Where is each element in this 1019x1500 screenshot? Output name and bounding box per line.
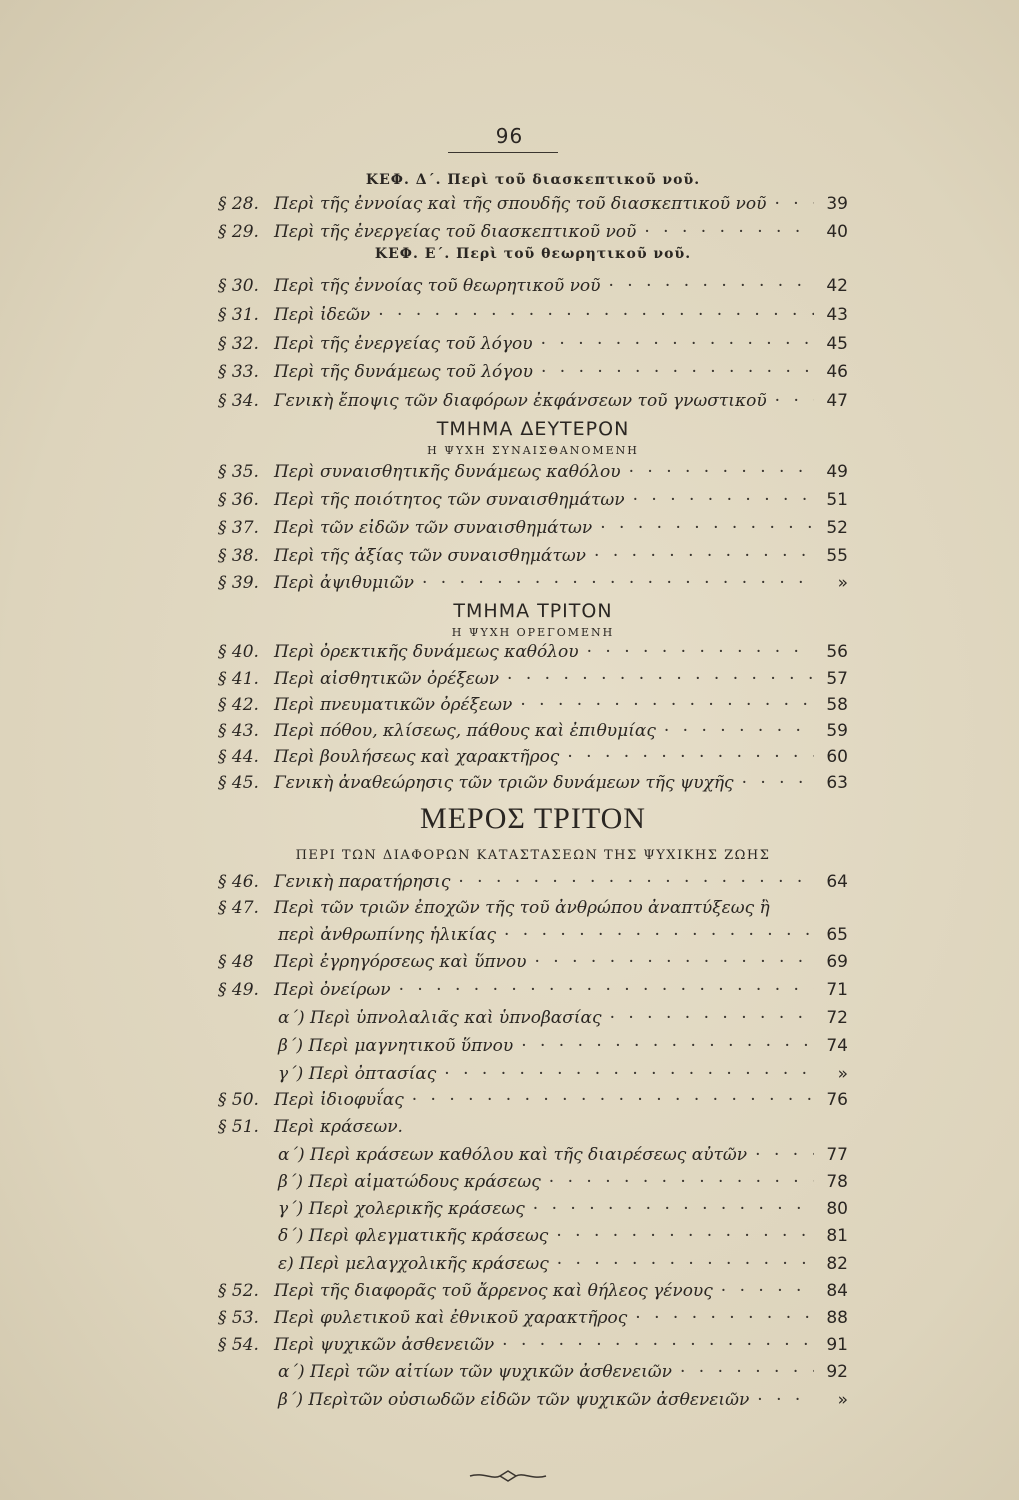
toc-entry: § 40. Περὶ ὀρεκτικῆς δυνάμεως καθόλου · · · 56 — [218, 642, 848, 668]
toc-entry: § 34. Γενικὴ ἔποψις τῶν διαφόρων ἐκφάνσεων τοῦ γνωστικοῦ · · · 47 — [218, 391, 848, 417]
toc-entry: § 41. Περὶ αἰσθητικῶν ὀρέξεων · · · 57 — [218, 669, 848, 695]
toc-entry: § 50. Περὶ ἰδιοφυΐας · · · 76 — [218, 1090, 848, 1116]
toc-entry: § 29. Περὶ τῆς ἐνεργείας τοῦ διασκεπτικοῦ νοῦ · · · 40 — [218, 222, 848, 248]
page-number: 96 — [495, 124, 524, 148]
toc-entry: § 32. Περὶ τῆς ἐνεργείας τοῦ λόγου · · · 45 — [218, 334, 848, 360]
section-subtitle-g: Η ΨΥΧΗ ΟΡΕΓΟΜΕΝΗ — [451, 626, 615, 639]
part-title: ΜΕΡΟΣ ΤΡΙΤΟΝ — [420, 802, 646, 835]
toc-entry: § 43. Περὶ πόθου, κλίσεως, πάθους καὶ ἐπιθυμίας · · · 59 — [218, 721, 848, 747]
toc-entry: § 47. Περὶ τῶν τριῶν ἐποχῶν τῆς τοῦ ἀνθρώπου ἀναπτύξεως ἢ — [218, 898, 770, 918]
toc-entry: § 36. Περὶ τῆς ποιότητος τῶν συναισθημάτων · · · 51 — [218, 490, 848, 516]
toc-entry: α΄) Περὶ τῶν αἰτίων τῶν ψυχικῶν ἀσθενειῶν · · · 92 — [218, 1362, 848, 1388]
toc-entry: § 42. Περὶ πνευματικῶν ὀρέξεων · · · 58 — [218, 695, 848, 721]
toc-entry: β΄) Περὶτῶν οὐσιωδῶν εἰδῶν τῶν ψυχικῶν ἀσθενειῶν · · · » — [218, 1390, 848, 1416]
chapter-heading-d: ΚΕΦ. Δ΄. Περὶ τοῦ διασκεπτικοῦ νοῦ. — [365, 172, 701, 188]
toc-entry: § 33. Περὶ τῆς δυνάμεως τοῦ λόγου · · · 46 — [218, 362, 848, 388]
toc-entry: § 53. Περὶ φυλετικοῦ καὶ ἐθνικοῦ χαρακτῆρος · · · 88 — [218, 1308, 848, 1334]
toc-entry: § 48 Περὶ ἐγρηγόρσεως καὶ ὕπνου · · · 69 — [218, 952, 848, 978]
chapter-heading-e: ΚΕΦ. Ε΄. Περὶ τοῦ θεωρητικοῦ νοῦ. — [374, 246, 692, 262]
toc-entry: § 38. Περὶ τῆς ἀξίας τῶν συναισθημάτων · · · 55 — [218, 546, 848, 572]
end-ornament-icon — [468, 1470, 548, 1482]
toc-entry: α΄) Περὶ ὑπνολαλιᾶς καὶ ὑπνοβασίας · · · 72 — [218, 1008, 848, 1034]
toc-entry: § 30. Περὶ τῆς ἐννοίας τοῦ θεωρητικοῦ νοῦ · · · 42 — [218, 276, 848, 302]
toc-entry: § 52. Περὶ τῆς διαφορᾶς τοῦ ἄρρενος καὶ θήλεος γένους · · · 84 — [218, 1281, 848, 1307]
toc-entry: § 35. Περὶ συναισθητικῆς δυνάμεως καθόλου · · · 49 — [218, 462, 848, 488]
toc-entry: § 54. Περὶ ψυχικῶν ἀσθενειῶν · · · 91 — [218, 1335, 848, 1361]
toc-entry: § 31. Περὶ ἰδεῶν · · · 43 — [218, 305, 848, 331]
toc-entry: γ΄) Περὶ χολερικῆς κράσεως · · · 80 — [218, 1199, 848, 1225]
toc-entry: § 37. Περὶ τῶν εἰδῶν τῶν συναισθημάτων · · · 52 — [218, 518, 848, 544]
toc-entry: περὶ ἀνθρωπίνης ἡλικίας · · · 65 — [218, 925, 848, 951]
section-subtitle-b: Η ΨΥΧΗ ΣΥΝΑΙΣΘΑΝΟΜΕΝΗ — [427, 444, 639, 457]
toc-entry: ε) Περὶ μελαγχολικῆς κράσεως · · · 82 — [218, 1254, 848, 1280]
toc-entry: § 44. Περὶ βουλήσεως καὶ χαρακτῆρος · · · 60 — [218, 747, 848, 773]
toc-entry: β΄) Περὶ μαγνητικοῦ ὕπνου · · · 74 — [218, 1036, 848, 1062]
toc-entry: § 51. Περὶ κράσεων. — [218, 1117, 403, 1137]
toc-entry: § 28. Περὶ τῆς ἐννοίας καὶ τῆς σπουδῆς τοῦ διασκεπτικοῦ νοῦ · · · 39 — [218, 194, 848, 220]
toc-entry: γ΄) Περὶ ὀπτασίας · · · » — [218, 1064, 848, 1090]
toc-entry: § 45. Γενικὴ ἀναθεώρησις τῶν τριῶν δυνάμεων τῆς ψυχῆς · · · 63 — [218, 773, 848, 799]
toc-entry: β΄) Περὶ αἱματώδους κράσεως · · · 78 — [218, 1172, 848, 1198]
toc-entry: § 46. Γενικὴ παρατήρησις · · · 64 — [218, 872, 848, 898]
toc-entry: α΄) Περὶ κράσεων καθόλου καὶ τῆς διαιρέσεως αὐτῶν · · · 77 — [218, 1145, 848, 1171]
section-title-b: ΤΜΗΜΑ ΔΕΥΤΕΡΟΝ — [436, 418, 630, 440]
toc-entry: § 39. Περὶ ἀψιθυμιῶν · · · » — [218, 573, 848, 599]
toc-entry: § 49. Περὶ ὀνείρων · · · 71 — [218, 980, 848, 1006]
section-title-g: ΤΜΗΜΑ ΤΡΙΤΟΝ — [453, 600, 613, 622]
part-subtitle: ΠΕΡΙ ΤΩΝ ΔΙΑΦΟΡΩΝ ΚΑΤΑΣΤΑΣΕΩΝ ΤΗΣ ΨΥΧΙΚΗΣ ΖΩΗΣ — [295, 848, 771, 863]
divider — [448, 152, 558, 153]
toc-entry: δ΄) Περὶ φλεγματικῆς κράσεως · · · 81 — [218, 1226, 848, 1252]
